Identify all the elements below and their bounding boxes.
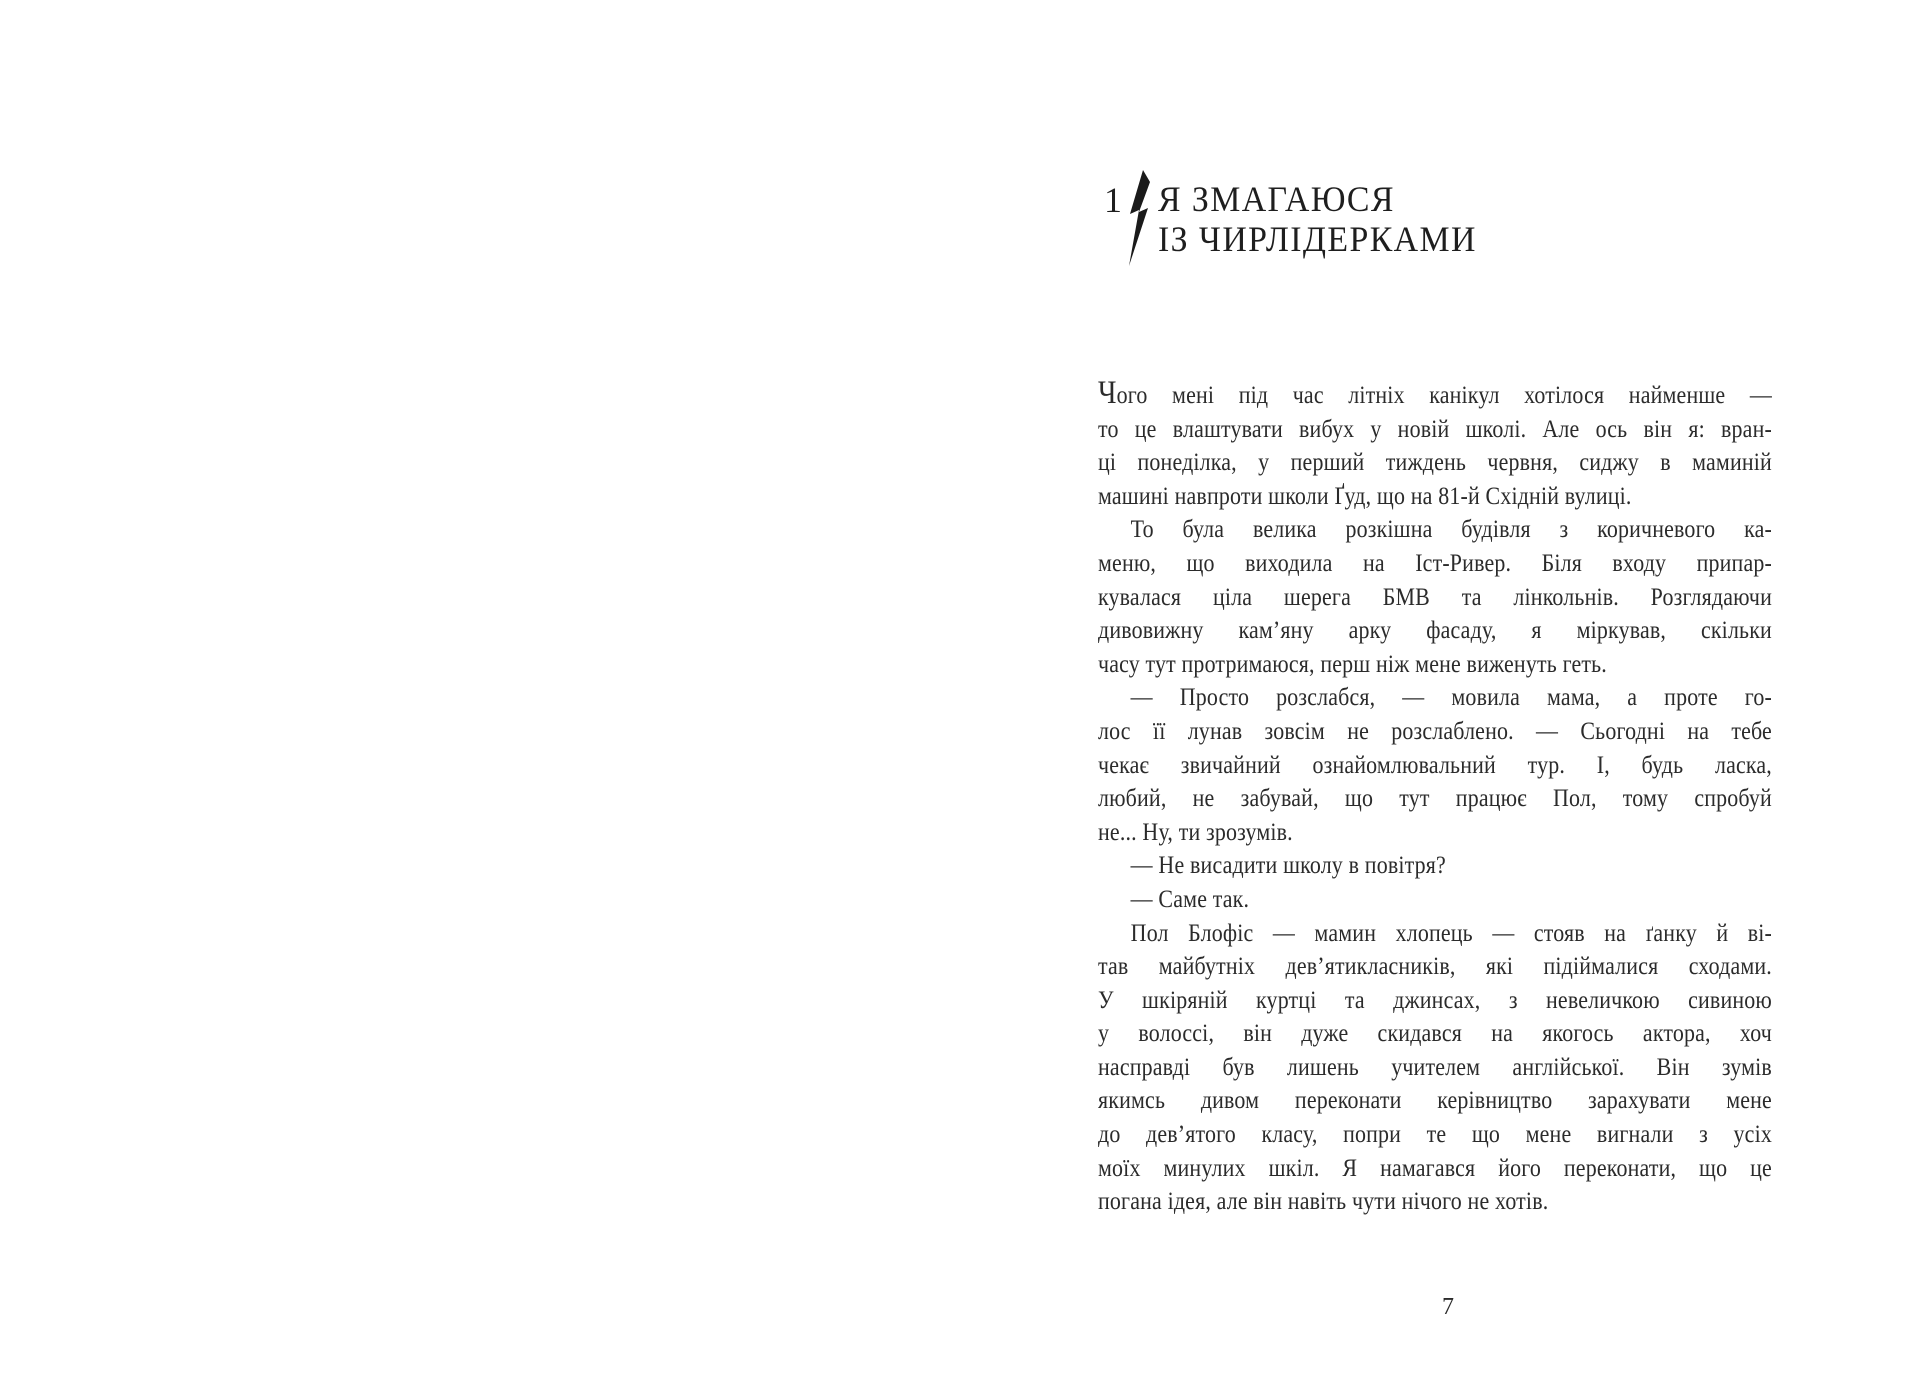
text-line [1098,1117,1772,1151]
text-line-wrapper [1098,1016,1772,1050]
text-line-wrapper [1098,748,1772,782]
text-line-wrapper [1098,613,1772,647]
text-line [1098,714,1772,748]
text-line [1098,445,1772,479]
text-line [1098,815,1772,849]
text-line-wrapper [1098,680,1772,714]
text-line [1098,378,1772,412]
text-line-content: меню, що виходила на Іст-Ривер. Біля входу припар- [1098,547,1772,577]
text-line-content: моїх минулих шкіл. Я намагався його переконати, що це [1098,1152,1772,1182]
text-line-content: у волоссі, він дуже скидався на якогось актора, хоч [1098,1018,1772,1048]
text-line-wrapper [1098,445,1772,479]
text-line [1098,680,1772,714]
text-line-wrapper [1098,916,1772,950]
text-line-wrapper [1098,1083,1772,1117]
text-line [1098,580,1772,614]
text-line-content: то це влаштувати вибух у новій школі. Але ось він я: вран- [1098,413,1772,443]
text-line [1098,647,1772,681]
text-line [1098,512,1772,546]
text-line [1098,1050,1772,1084]
text-line-content: до дев’ятого класу, попри те що мене вигнали з усіх [1098,1119,1772,1149]
text-line-wrapper [1098,479,1772,513]
text-line-content: Пол Блофіс — мамин хлопець — стояв на ґанку й ві- [1130,917,1772,947]
text-line-content: ці понеділка, у перший тиждень червня, сиджу в маминій [1098,447,1772,477]
page-number: 7 [1442,1294,1454,1320]
chapter-title-line-2: ІЗ ЧИРЛІДЕРКАМИ [1158,219,1477,259]
text-line-content: погана ідея, але він навіть чути нічого не хотів. [1098,1186,1549,1216]
text-line [1098,1016,1772,1050]
text-line [1098,412,1772,446]
body-text [1098,378,1772,1218]
text-line-wrapper [1098,714,1772,748]
text-line-content: насправді був лишень учителем англійської. Він зумів [1098,1051,1772,1081]
chapter-title [1158,179,1477,259]
text-line [1098,781,1772,815]
text-line-wrapper [1098,1184,1772,1218]
text-line [1098,983,1772,1017]
text-line-wrapper [1098,512,1772,546]
chapter-title-line-1: Я ЗМАГАЮСЯ [1158,179,1395,219]
text-line-wrapper [1098,1117,1772,1151]
text-line-content: любий, не забувай, що тут працює Пол, тому спробуй [1098,783,1772,813]
text-line [1098,613,1772,647]
text-line-content: не... Ну, ти зрозумів. [1098,816,1293,846]
text-line-content: дивовижну кам’яну арку фасаду, я міркував, скільки [1098,615,1772,645]
text-line-content: ого мені під час літніх канікул хотілося найменше — [1116,380,1772,409]
text-line-content: тав майбутніх дев’ятикласників, які підіймалися сходами. [1098,951,1772,981]
text-line-wrapper [1098,949,1772,983]
drop-cap: Ч [1098,378,1117,411]
text-line-wrapper [1098,1050,1772,1084]
text-line-wrapper [1098,412,1772,446]
lightning-bolt-icon [1126,170,1152,266]
text-line [1098,1184,1772,1218]
text-line [1098,949,1772,983]
text-line-wrapper [1098,580,1772,614]
text-line-wrapper [1098,647,1772,681]
text-line-wrapper [1098,378,1772,412]
text-line [1098,848,1772,882]
chapter-heading [1104,170,1624,270]
text-line-wrapper [1098,815,1772,849]
text-line [1098,546,1772,580]
text-line [1098,882,1772,916]
text-line [1098,916,1772,950]
text-line-wrapper [1098,1151,1772,1185]
text-line-wrapper [1098,781,1772,815]
text-line [1098,748,1772,782]
text-line-content: кувалася ціла шерега БМВ та лінкольнів. Розглядаючи [1098,581,1772,611]
text-line-wrapper [1098,546,1772,580]
text-line-content: — Саме так. [1130,883,1250,913]
text-line-content: часу тут протримаюся, перш ніж мене виженуть геть. [1098,648,1607,678]
text-line-content: машині навпроти школи Ґуд, що на 81-й Східній вулиці. [1098,480,1632,510]
text-line-wrapper [1098,983,1772,1017]
text-line-content: У шкіряній куртці та джинсах, з невеличкою сивиною [1098,984,1772,1014]
text-line-content: — Не висадити школу в повітря? [1130,850,1446,880]
text-line-wrapper [1098,882,1772,916]
text-line-content: То була велика розкішна будівля з коричневого ка- [1130,514,1772,544]
text-line-wrapper [1098,848,1772,882]
text-line-content: чекає звичайний ознайомлювальний тур. І, будь ласка, [1098,749,1772,779]
text-line [1098,1083,1772,1117]
text-line-content: лос її лунав зовсім не розслаблено. — Сьогодні на тебе [1098,715,1772,745]
text-line [1098,1151,1772,1185]
text-line-content: якимсь дивом переконати керівництво зарахувати мене [1098,1085,1772,1115]
chapter-number: 1 [1104,180,1122,220]
text-line [1098,479,1772,513]
text-line-content: — Просто розслабся, — мовила мама, а проте го- [1130,682,1772,712]
